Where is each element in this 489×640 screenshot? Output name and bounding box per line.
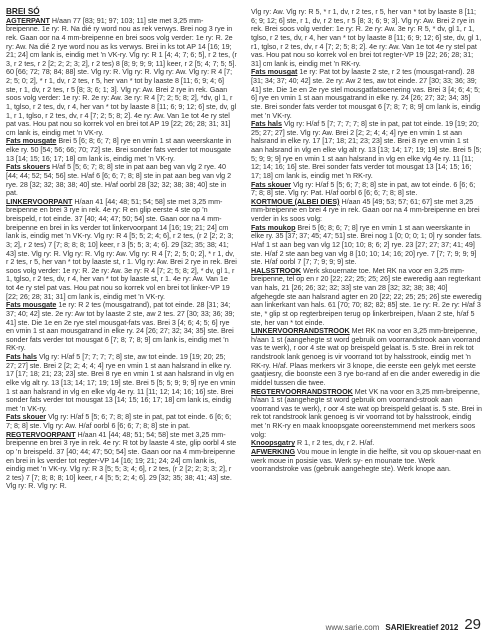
paragraph [6,413,237,430]
website-url: www.sarie.com [325,623,380,632]
body-text: Werk skouernate toe. Met RK na voor en 3,25 mm-breipenne, tel op en r 20 [22; 22; 25; 25; 26] ste eweredig aan regterkant van hals, 21 [26; 26; 32; 32; 33] ste van 28 [32; 32; 38; 38; 40] afgehegde ste aan halsrand agter en 20 [22; 22; 25; 25; 26] ste eweredig aan linkerkant van hals. 61 [70; 70; 82; 82; 85] ste. 1e ry: R. 2e ry: H/af 3 ste, * glip st op regterbreipen terug op linkerbreipen, h/aan 2 ste, h/af 5 ste, her van * tot einde. [251,266,482,327]
heading: Fats mousgat [251,68,298,77]
body-text: Vlg ry: Aw. Vlg ry: R 5, * r 1, dv, r 2 tes, r 5, her van * tot by laaste 8 [11; 6; 9; 12; 6] ste, r 1, dv, r 2 tes, r 5 [8; 3; 6; 9; 3]. Vlg ry: Aw. Brei 2 rye in rek. Brei soos volg verder: 1e ry: R. 2e ry: Aw. 3e ry: R 5, * dv, gl 1, r 1, tglso, r 2 tes, dv, r 4, her van * tot by laaste 8 [11; 6; 9; 12; 6] ste, dv, gl 1, r1, tglso, r 2 tes, dv, r 4 [7; 2; 5; 8; 2]. 4e ry: Aw. Van 1e tot 4e ry stel pat vas. Hou pat nou so korrek vol en brei tot regter-VP 19 [22; 26; 28; 31; 31] cm lank is, eindig met ’n RK-ry. [251,8,482,68]
body-text: 1e ry: R 2 tes (mousgatrand), pat tot einde. 28 [31; 34; 37; 40; 42] ste. 2e ry: Aw tot by laaste 2 ste, aw 2 tes. 27 [30; 33; 36; 39; 41] ste. Die 1e en 2e rye stel mousgat-fats vas. Brei 3 [4; 6; 4; 5; 6] rye en vmin 1 st aan mousgatrand in elke ry. 24 [26; 27; 32; 34; 35] ste. Brei sonder fats verder tot mousgat 6 [7; 8; 7; 8; 9] cm lank is, eindig met ’n RK-ry. [6,301,235,353]
body-text: Vou moue in lengte in die helfte, sit vou op skouer-naat en werk moue in posisie vas. Werk sy- en mounate toe. Werk voorrandstroke vas (gebruik aangehegte ste). Werk knope aan. [251,447,481,474]
left-column [6,8,237,491]
section-title: BREI SÓ [6,7,40,16]
paragraph [6,353,237,413]
magazine-brand: SARIEkreatief 2012 [385,623,459,632]
paragraph [6,137,237,163]
body-text: H/aan 41 [44; 48; 51; 54; 58] ste met 3,25 mm-breipenne en brei 3 rye in rek. 4e ry: R en glip eerste 4 ste op ’n breispeld, r tot einde. 37 [40; 44; 47; 50; 54] ste. Gaan oor na 4 mm-breipenne en brei in ks verder tot linkervoorpant 14 [16; 19; 21; 24] cm lank is, eindig met ’n VK-ry. Vlg ry: R 4 [5; 5; 2; 4; 6], r 2 tes, (r 2 [2; 2; 3; 3; 2], r 2 tes) 7 [7; 8; 8; 8; 10] keer, r 3 [5; 5; 3; 4; 6]. 29 [32; 35; 38; 41; 43] ste. Vlg ry: R. Vlg ry: R. Vlg ry: Aw. Vlg ry: R 4 [7; 2; 5; 0; 2], * r 1, dv, r 2 tes, r 5, her van * tot by laaste st, r 1. Vlg ry: Aw. Brei 2 rye in rek. Brei soos volg verder: 1e ry: R. 2e ry: Aw. 3e ry: R 4 [7; 2; 5; 8; 2], * dv, gl 1, r 1, tglso, r 2 tes, dv, r 4, her van * tot by laaste st, r 1. 4e ry: Aw. Van 1e tot 4e ry stel pat vas. Hou pat nou so korrek vol en brei tot linker-VP 19 [22; 26; 28; 31; 31] cm lank is, eindig met ’n VK-ry. [6,197,237,301]
heading: Fats hals [6,353,37,361]
body-text: H/aan 45 [49; 53; 57; 61; 67] ste met 3,25 mm-breipenne en brei 4 rye in rek. Gaan oor na 4 mm-breipenne en brei verder in ks soos volg: [251,197,480,223]
paragraph [6,8,237,17]
heading: Fats mousgate [6,301,57,310]
body-text: Vlg ry: H/af 5 [5; 6; 7; 8; 8] ste in pat, pat tot einde. 6 [6; 6; 7; 8; 8] ste. Vlg ry: Aw. H/af oorbl 6 [6; 6; 7; 8; 8] ste in pat. [6,413,232,430]
paragraph [6,198,237,302]
body-text: Vlg ry: H/af 5 [7; 7; 7; 7; 8] ste, aw tot einde. 19 [19; 20; 25; 27; 27] ste. Brei 2 [2; 2; 4; 4; 4] rye en vmin 1 st aan halsrand in elke ry. 17 [17; 18; 21; 23; 23] ste. Brei 8 rye en vmin 1 st aan halsrand in vlg en elke vlg alt ry. 13 [13; 14; 17; 19; 19] ste. Brei 5 [5; 5; 9; 9; 9] rye en vmin 1 st aan halsrand in vlg en elke vlg 4e ry. 11 [11; 12; 14; 16; 16] ste. Brei sonder fats verder tot mousgat 13 [14; 15; 16; 17; 18] cm lank is, eindig met ’n VK-ry. [6,353,236,413]
heading: KORTMOUE (ALBEI DIES) [251,197,340,206]
paragraph [251,439,482,448]
right-column [251,8,482,474]
heading: HALSSTROOK [251,266,301,275]
paragraph [251,8,482,68]
heading: Fats mousgate [6,137,57,146]
heading: Fats skouer [251,180,292,189]
heading: AGTERPANT [6,16,50,25]
paragraph [251,448,482,474]
body-text: Met RK na voor en 3,25 mm-breipenne, h/aan 1 st (aangehegte st word gebruik om voorrandstrook aan voorrand vas te werk), r oor 4 ste wat op breispeld gelaat is. 5 ste. Brei in rek tot randstrook lank genoeg is vir voorrand tot by halsstrook, eindig met ’n RK-ry. H/af. Plaas merkers vir 3 knope, die eerste een gelyk met eerste gaatjiesry, die boonste een 3 rye bo-rand af en die ander eweredig in die middel tussen die twee. [251,327,481,387]
heading: Fats skouer [6,413,47,422]
heading: AFWERKING [251,447,296,456]
body-text: Vlg ry: H/af 5 [5; 6; 7; 8; 8] ste in pat, aw tot einde. 6 [6; 6; 7; 8; 8] ste. Vlg ry: Pat. H/af oorbl 6 [6; 6; 7; 8; 8] ste. [251,180,476,198]
paragraph [6,163,237,198]
body-text: R 1, r 2 tes, dv, r 2. H/af. [295,439,375,448]
paragraph [251,388,482,440]
paragraph [251,198,482,224]
paragraph [251,327,482,387]
paragraph [251,120,482,180]
body-text: Vlg ry: H/af 5 [7; 7; 7; 7; 8] ste in pat, pat tot einde. 19 [19; 20; 25; 27; 27] ste. Vlg ry: Aw. Brei 2 [2; 2; 4; 4; 4] rye en vmin 1 st aan halsrand in elke ry. 17 [17; 18; 21; 23; 23] ste. Brei 8 rye en vmin 1 st aan halsrand in vlg en elke vlg alt ry. 13 [13; 14; 17; 19; 19] ste. Brei 5 [5; 5; 9; 9; 9] rye en vmin 1 st aan halsrand in vlg en elke vlg 4e ry. 11 [11; 12; 14; 16; 16] ste. Brei sonder fats verder tot mousgat 13 [14; 15; 16; 17; 18] cm lank is, eindig met ’n RK-ry. [251,120,482,180]
body-text: 1e ry: Pat tot by laaste 2 ste, r 2 tes (mousgat-rand). 28 [31; 34; 37; 40; 42] ste. 2e ry: Aw 2 tes, aw tot einde. 27 [30; 33; 36; 39; 41] ste. Die 1e en 2e rye stel mousgatfatsoenering vas. Brei 3 [4; 6; 4; 5; 6] rye en vmin 1 st aan mousgatrand in elke ry. 24 [26; 27; 32; 34; 35] ste. Brei sonder fats verder tot mousgat 6 [7; 8; 7; 8; 9] cm lank is, eindig met ’n VK-ry. [251,68,481,120]
heading: Fats hals [251,120,282,129]
body-text: Brei 5 [6; 8; 6; 7; 8] rye en vmin 1 st aan weerskante in elke ry. 35 [37; 37; 45; 47; 51] ste. Brei nog 1 [0; 0; 0; 1; 0] ry sonder fats. H/af 1 st aan beg van vlg 12 [10; 10; 8; 6; 2] rye. 23 [27; 27; 37; 41; 49] ste. H/af 2 ste aan beg van vlg 8 [10; 10; 14; 16; 20] rye. 7 [7; 7; 9; 9; 9] ste. H/af oorbl 7 [7; 7; 9; 9; 9] ste. [251,223,482,267]
heading: Fats moukop [251,223,296,232]
page-number: 29 [464,616,481,633]
heading: LINKERVOORRANDSTROOK [251,327,350,336]
body-text: Brei 5 [6; 8; 6; 7; 8] rye en vmin 1 st aan weerskante in elke ry. 50 [54; 56; 66; 70; 72] ste. Brei sonder fats verder tot mousgate 13 [14; 15; 16; 17; 18] cm lank is, eindig met ’n VK-ry. [6,137,232,163]
body-text: H/aan 41 [44; 48; 51; 54; 58] ste met 3,25 mm-breipenne en brei 3 rye in rek. 4e ry: R tot by laaste 4 ste, glip oorbl 4 ste op ’n breispeld. 37 [40; 44; 47; 50; 54] ste. Gaan oor na 4 mm-breipenne en brei in ks verder tot regter-VP 14 [16; 19; 21; 24; 24] cm lank is, eindig met ’n VK-ry. Vlg ry: R 3 [5; 5; 3; 4; 6], r 2 tes, (r 2 [2; 2; 3; 3; 2], r 2 tes) 7 [7; 8; 8; 8; 10] keer, r 4 [5; 5; 2; 4; 6]. 29 [32; 35; 38; 41; 43] ste. Vlg ry: R. Vlg ry: R. [6,430,237,491]
heading: REGTERVOORPANT [6,430,76,439]
body-text: H/af 5 [5; 6; 7; 8; 8] ste in pat aan beg van vlg 2 rye. 40 [44; 44; 52; 54; 56] ste. H/af 6 [6; 6; 7; 8; 8] ste in pat aan beg van vlg 2 rye. 28 [32; 32; 38; 38; 40] ste. H/af oorbl 28 [32; 32; 38; 38; 40] ste in pat. [6,163,232,198]
paragraph [251,181,482,198]
page-footer [326,617,481,632]
paragraph [251,68,482,120]
body-text: Met VK na voor en 3,25 mm-breipenne, h/aan 1 st (aangehegte st word gebruik om voorrand-strook aan voorrand vas te werk), r oor 4 ste wat op breispeld gelaat is. 5 ste. Brei in rek tot randstrook lank genoeg is vir voorrand tot by halsstrook, eindig met ’n RK-ry en maak knoopsgate ooreenstemmend met merkers soos volg: [251,387,482,439]
heading: REGTERVOORRANDSTROOK [251,387,353,396]
heading: LINKERVOORPANT [6,197,73,206]
paragraph [6,17,237,138]
paragraph [6,301,237,353]
paragraph [6,431,237,491]
paragraph [251,224,482,267]
heading: Knoopsgatry [251,439,296,448]
paragraph [251,267,482,327]
heading: Fats skouers [6,163,51,172]
body-text: H/aan 77 [83; 91; 97; 103; 11] ste met 3,25 mm-breipenne. 1e ry: R. Na dié ry word nou as rek verwys. Brei nog 3 rye in rek. Gaan oor na 4 mm-breipenne en brei soos volg verder: 1e ry: R. 2e ry: Aw. Na dié 2 rye word nou as ks verwys. Brei in ks tot AP 14 [16; 19; 21; 24] cm lank is, eindig met ’n VK-ry. Vlg ry: R 1 [4; 4; 7; 6; 5], r 2 tes, (r 3, r 2 tes, r 2 [2; 2; 2; 3; 2], r 2 tes) 8 [8; 9; 9; 9; 11] keer, r 2 [5; 4; 7; 5; 5]. 60 [66; 72; 78; 84; 88] ste. Vlg ry: R. Vlg ry: R. Vlg ry: Aw. Vlg ry: R 4 [7; 2; 5; 0; 2], * r 1, dv, r 2 tes, r 5, her van * tot by laaste 8 [11; 6; 9; 4; 6] ste, r 1, dv, r 2 tes, r 5 [8; 3; 6; 1; 3]. Vlg ry: Aw. Brei 2 rye in rek. Gaan soos volg verder: 1e ry: R. 2e ry: Aw. 3e ry: R 4 [7; 2; 5; 8; 2], *dv, gl 1, r 1, tglso, r 2 tes, dv, r 4, her van * tot by laaste 8 [11; 6; 9; 12; 6] ste, dv, gl 1, r 1, tglso, r 2 tes, dv, r 4 [7; 2; 5; 8; 2]. 4e ry: Aw. Van 1e tot 4e ry stel pat vas. Hou pat nou so korrek vol en brei tot AP 19 [22; 26; 28; 31; 31] cm lank is, eindig met ’n VK-ry. [6,16,237,137]
